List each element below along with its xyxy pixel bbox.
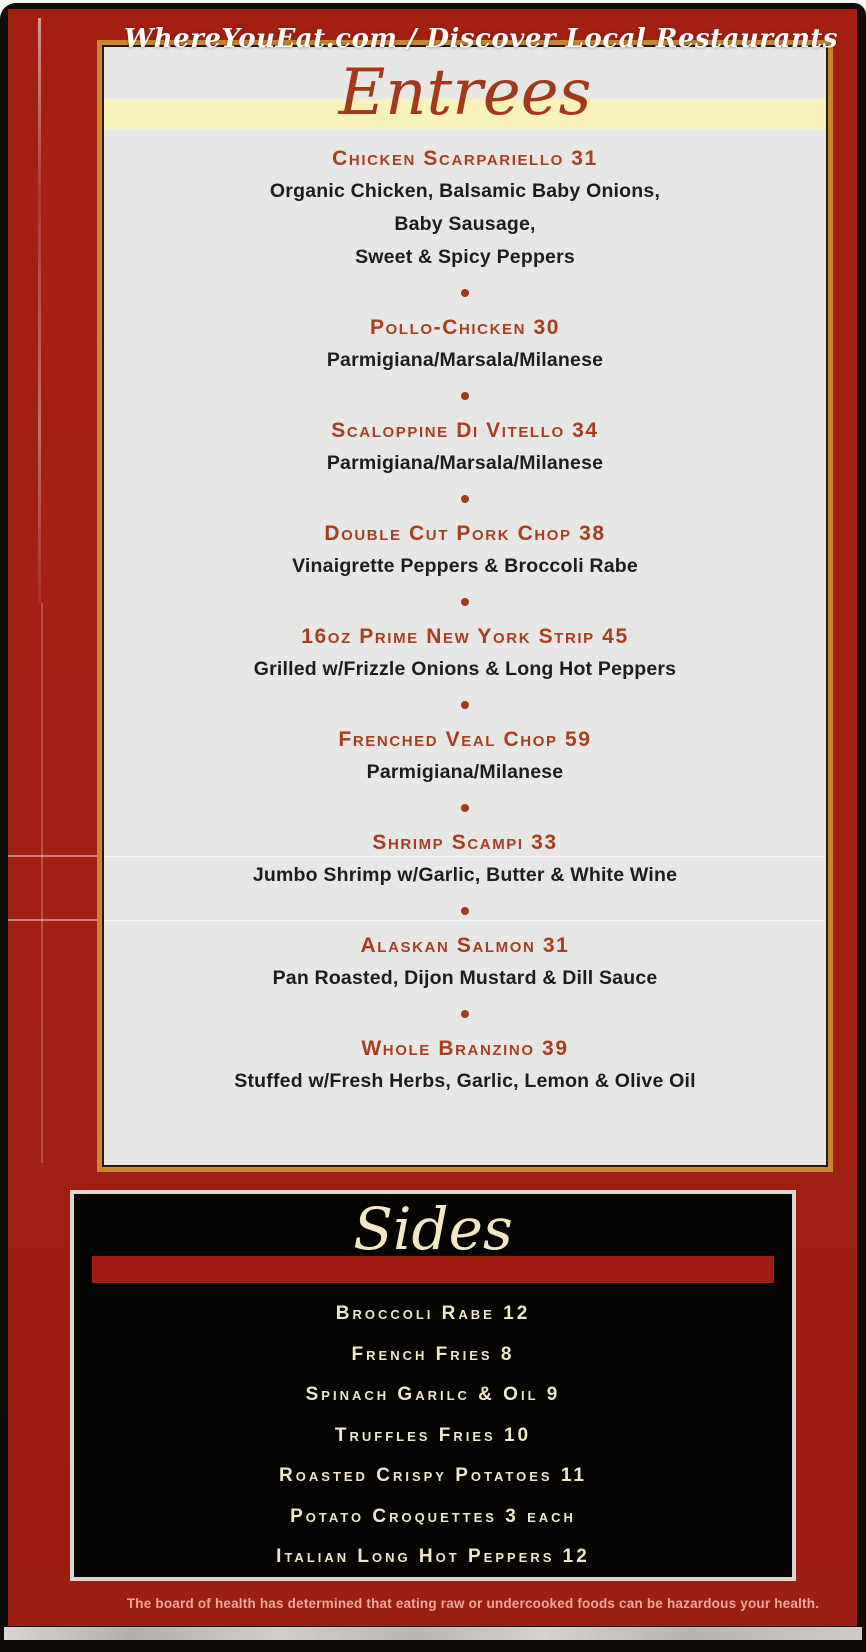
- menu-item: [104, 311, 826, 377]
- sides-list: [74, 1294, 792, 1578]
- item-separator: [104, 583, 826, 620]
- menu-item-desc-line: Grilled w/Frizzle Onions & Long Hot Peppers: [253, 658, 677, 680]
- item-separator: [104, 274, 826, 311]
- health-disclaimer: The board of health has determined that eating raw or undercooked foods can be hazardous your health.: [126, 1596, 820, 1611]
- watermark-text: WhereYouEat.com / Discover Local Restaurants: [124, 24, 838, 54]
- item-separator: [104, 377, 826, 414]
- item-separator: [104, 892, 826, 929]
- entrees-section: [102, 45, 828, 1167]
- menu-item-desc-line: Pan Roasted, Dijon Mustard & Dill Sauce: [272, 967, 658, 989]
- side-item: Italian Long Hot Peppers 12: [276, 1546, 590, 1567]
- scan-streak: [8, 919, 103, 921]
- item-separator: [104, 995, 826, 1032]
- side-item: Potato Croquettes 3 each: [290, 1505, 576, 1527]
- menu-item-heading: Chicken Scarpariello 31: [332, 147, 598, 170]
- menu-item-heading: Scaloppine Di Vitello 34: [331, 419, 599, 442]
- item-separator: [104, 480, 826, 517]
- entrees-list: [104, 142, 826, 1098]
- item-separator: [104, 789, 826, 826]
- item-separator: [104, 686, 826, 723]
- menu-item-heading: Frenched Veal Chop 59: [338, 728, 592, 751]
- menu-item-heading: Double Cut Pork Chop 38: [324, 522, 606, 545]
- side-item: Truffles Fries 10: [334, 1424, 532, 1446]
- menu-item-desc-line: Organic Chicken, Balsamic Baby Onions,: [269, 180, 661, 202]
- menu-item: [104, 1032, 826, 1098]
- menu-item: [104, 620, 826, 686]
- menu-item: [104, 929, 826, 995]
- menu-item-heading: Pollo-Chicken 30: [369, 316, 561, 339]
- scan-streak: [104, 856, 826, 857]
- side-item: Spinach Garilc & Oil 9: [305, 1384, 561, 1405]
- menu-item-desc-line: Baby Sausage,: [394, 213, 536, 235]
- menu-item-desc-line: Stuffed w/Fresh Herbs, Garlic, Lemon & Olive Oil: [234, 1070, 696, 1092]
- scan-bottom-strip: [4, 1627, 862, 1640]
- menu-item-heading: Alaskan Salmon 31: [360, 934, 570, 957]
- menu-item-desc-line: Sweet & Spicy Peppers: [355, 246, 575, 268]
- menu-item-desc-line: Parmigiana/Milanese: [366, 761, 564, 783]
- separator-dot-icon: [461, 495, 469, 503]
- menu-item: [104, 826, 826, 892]
- side-item: French Fries 8: [351, 1343, 515, 1365]
- entrees-title: Entrees: [338, 56, 592, 130]
- separator-dot-icon: [461, 804, 469, 812]
- menu-item-heading: Whole Branzino 39: [361, 1037, 569, 1060]
- menu-item: [104, 414, 826, 480]
- menu-item-heading: Shrimp Scampi 33: [372, 831, 558, 854]
- menu-item-heading: 16oz Prime New York Strip 45: [301, 625, 629, 648]
- side-item: Broccoli Rabe 12: [335, 1303, 531, 1324]
- separator-dot-icon: [461, 598, 469, 606]
- menu-item-desc-line: Parmigiana/Marsala/Milanese: [326, 452, 604, 474]
- scan-crease: [38, 18, 41, 603]
- scan-streak: [8, 855, 103, 857]
- menu-item-desc-line: Parmigiana/Marsala/Milanese: [326, 349, 604, 371]
- menu-item-desc-line: Jumbo Shrimp w/Garlic, Butter & White Wine: [252, 864, 678, 886]
- menu-item-desc-line: Vinaigrette Peppers & Broccoli Rabe: [292, 555, 638, 577]
- separator-dot-icon: [461, 701, 469, 709]
- scan-crease: [41, 603, 43, 1163]
- menu-item: [104, 517, 826, 583]
- separator-dot-icon: [461, 289, 469, 297]
- scan-streak: [104, 920, 826, 921]
- separator-dot-icon: [461, 907, 469, 915]
- sides-title: Sides: [353, 1195, 513, 1263]
- separator-dot-icon: [461, 1010, 469, 1018]
- menu-item: [104, 142, 826, 274]
- side-item: Roasted Crispy Potatoes 11: [279, 1465, 587, 1486]
- sides-section: [70, 1190, 796, 1581]
- menu-item: [104, 723, 826, 789]
- separator-dot-icon: [461, 392, 469, 400]
